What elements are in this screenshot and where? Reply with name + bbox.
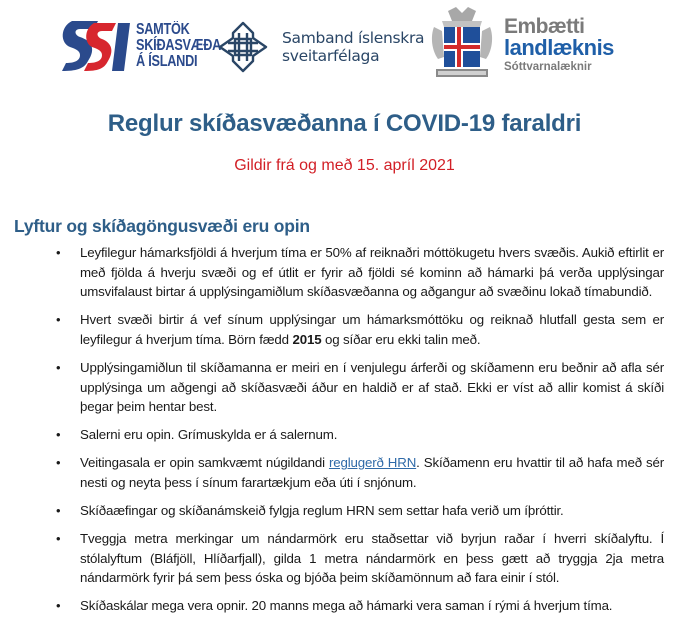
rule-text: Upplýsingamiðlun til skíðamanna er meiri en í venjulegu árferði og skíðamenn eru beðnir að afla sér upplýsinga um aðgengi að skíðasvæði áður en haldið er af stað. Ekki er víst að allir komist á skíði þegar þeim hentar best. [80, 359, 664, 415]
rule-item [52, 501, 664, 521]
embaetti-line-1: Embætti [504, 15, 585, 38]
embaetti-line-3: Sóttvarnalæknir [504, 61, 592, 73]
embaetti-line-2: landlæknis [504, 35, 614, 60]
samband-line-2: sveitarfélaga [282, 47, 380, 65]
ssi-logo-text [136, 22, 221, 70]
bullet-icon: • [56, 531, 61, 547]
rule-item [52, 310, 664, 349]
rule-item [52, 453, 664, 492]
samband-knot-icon [218, 21, 268, 73]
ssi-line-3: Á ÍSLANDI [136, 53, 198, 70]
rule-text: Tveggja metra merkingar um nándarmörk eru staðsettar við byrjun raðar í hverri skíðalyftu. Í stólalyftum (Bláfjöll, Hlíðarfjall), gilda 1 metra nándarmörk en þess gætt að tryggja 2ja metra nándarmörk fyrir þá sem þess óska og bjóða þeim skíðamönnum að fara einir í stól. [80, 531, 664, 586]
ssi-logo [58, 16, 240, 76]
samband-line-1: Samband íslenskra [282, 29, 425, 47]
embaetti-logo-text [504, 16, 614, 74]
rule-item [52, 425, 664, 445]
rule-text: Leyfilegur hámarksfjöldi á hverjum tíma er 50% af reiknaðri móttökugetu hvers svæðis. Aukið eftirlit er með fjölda á hverju svæði og ef útlit er fyrir að fjöldi sé kominn að hámarki þá verða upplýsingar umsvifalaust birtar á upplýsingamiðlum skíðasvæðanna og aðgangur að svæðinu lokað tímabundið. [80, 245, 664, 300]
ssi-line-2: SKÍÐASVÆÐA [136, 37, 222, 54]
document-title: Reglur skíðasvæðanna í COVID-19 faraldri [107, 110, 582, 137]
section-heading: Lyftur og skíðagöngusvæði eru opin [14, 216, 310, 236]
regulation-hrn-link[interactable]: reglugerð HRN [328, 455, 417, 471]
rule-text: . Skíðamenn eru hvattir til að hafa með sér nesti og neyta þess í sínum farartækjum eða úti í snjónum. [80, 455, 664, 490]
bullet-icon: • [56, 312, 61, 328]
bullet-icon: • [56, 455, 61, 471]
logo-header [0, 0, 689, 90]
rule-item [52, 243, 664, 302]
bullet-icon: • [56, 503, 61, 519]
ssi-emblem-icon [58, 17, 132, 75]
icelandic-coat-of-arms-icon [428, 7, 496, 83]
rule-text: Veitingasala er opin samkvæmt núgildandi [80, 455, 329, 471]
samband-logo-text [282, 29, 424, 65]
rule-text: Skíðaæfingar og skíðanámskeið fylgja reglum HRN sem settar hafa verið um íþróttir. [80, 503, 564, 519]
rule-item [52, 358, 664, 417]
rules-list [52, 243, 664, 620]
bullet-icon: • [56, 359, 61, 375]
rule-text: Hvert svæði birtir á vef sínum upplýsingar um hámarksmóttöku og reiknað hlutfall gesta sem er leyfilegur á hverjum tíma. Börn fædd [80, 312, 664, 347]
embaetti-landlaeknis-logo [428, 6, 614, 84]
samband-logo [218, 18, 424, 76]
rule-text: Salerni eru opin. Grímuskylda er á salernum. [80, 427, 338, 443]
birth-year-bold: 2015 [292, 331, 322, 347]
rule-item [52, 596, 664, 616]
rule-item [52, 529, 664, 588]
rule-text: og síðar eru ekki talin með. [321, 331, 481, 347]
ssi-line-1: SAMTÖK [136, 21, 190, 38]
rule-text: Skíðaskálar mega vera opnir. 20 manns mega að hámarki vera saman í rými á hverjum tíma. [80, 598, 613, 614]
bullet-icon: • [56, 598, 61, 614]
bullet-icon: • [56, 245, 61, 260]
effective-date-subtitle: Gildir frá og með 15. apríl 2021 [234, 157, 455, 174]
bullet-icon: • [56, 427, 61, 443]
